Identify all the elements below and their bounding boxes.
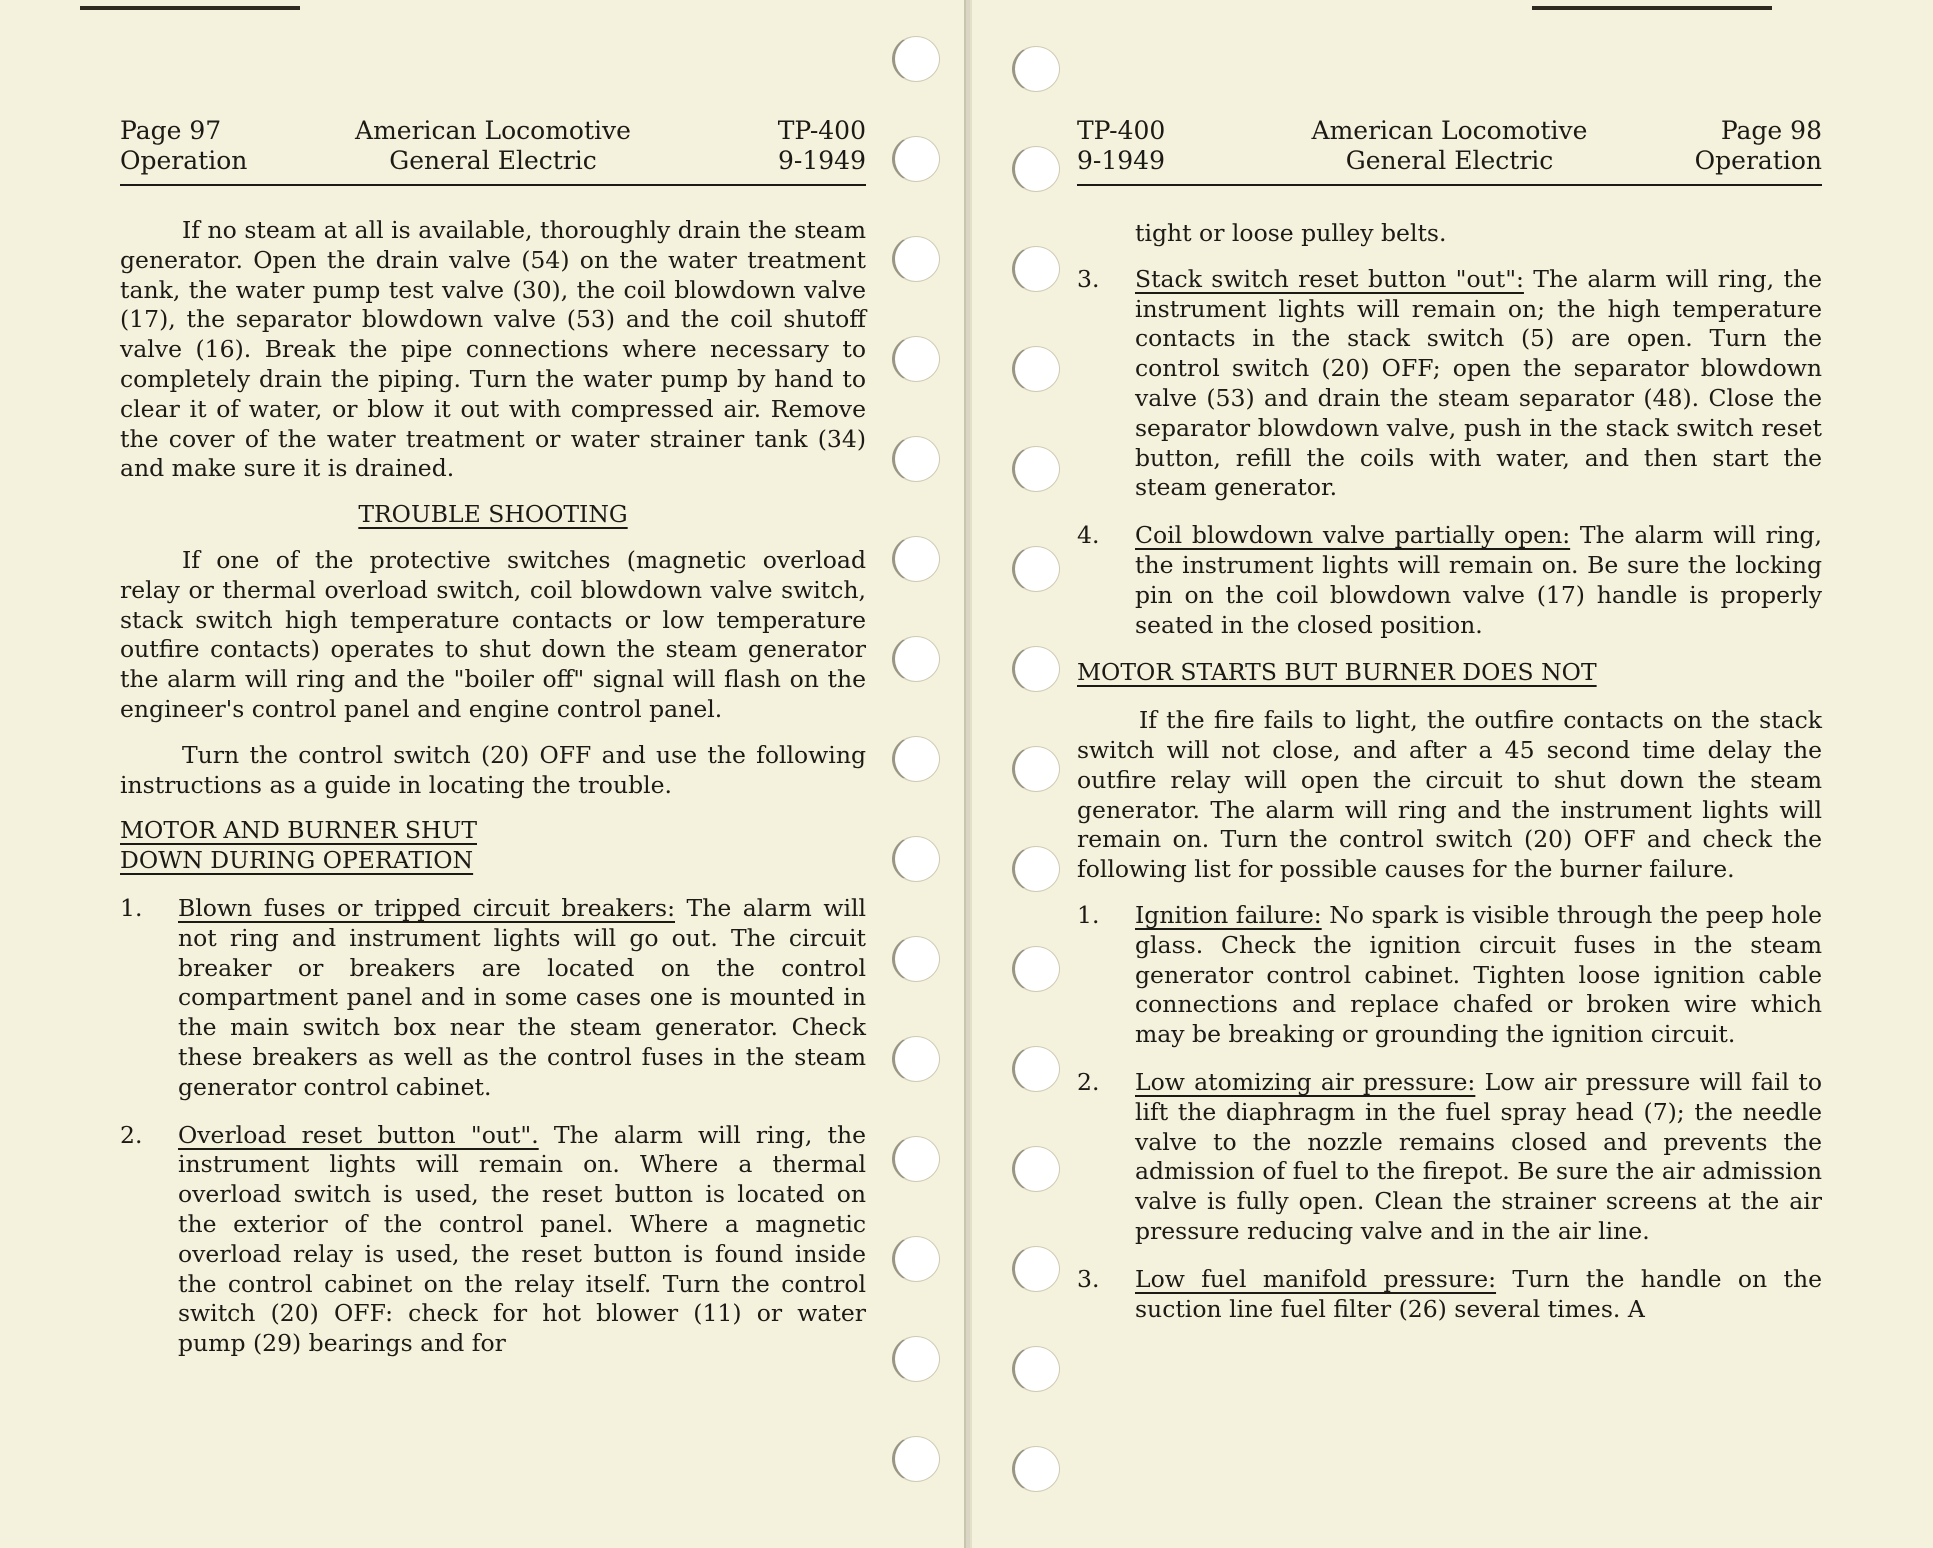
company-line2: General Electric: [1345, 146, 1554, 175]
item-number: 2.: [1077, 1067, 1100, 1096]
binder-hole: [1012, 546, 1060, 592]
list-item: [120, 1121, 866, 1359]
binder-hole: [892, 1036, 940, 1082]
item-lead: Ignition failure:: [1135, 900, 1322, 929]
list-item: [1077, 901, 1822, 1050]
list-item: [1077, 1068, 1822, 1247]
doc-date: 9-1949: [1077, 146, 1165, 175]
item-text: The alarm will ring, the instrument lights will remain on. Be sure the locking pin on the coil blowdown valve (17) handle is properly seated in the closed position.: [1135, 521, 1822, 639]
binder-hole: [892, 936, 940, 982]
item-lead: Blown fuses or tripped circuit breakers:: [178, 893, 675, 922]
list-item: [120, 894, 866, 1103]
paragraph-drain: If no steam at all is available, thoroughly drain the steam generator. Open the drain valve (54) on the water treatment tank, the water pump test valve (30), the coil blowdown valve (17), the separator blowdown valve (53) and the coil shutoff valve (16). Break the pipe connections where necessary to completely drain the piping. Turn the water pump by hand to clear it of water, or blow it out with compressed air. Remove the cover of the water treatment or water strainer tank (34) and make sure it is drained.: [120, 216, 866, 483]
binder-hole: [1012, 46, 1060, 92]
item-lead: Low fuel manifold pressure:: [1135, 1264, 1497, 1293]
item-lead: Low atomizing air pressure:: [1135, 1067, 1476, 1096]
heading-burner-does-not: MOTOR STARTS BUT BURNER DOES NOT: [1077, 658, 1597, 687]
item-number: 3.: [1077, 1264, 1100, 1293]
paragraph-protective: If one of the protective switches (magnetic overload relay or thermal overload switch, coil blowdown valve switch, stack switch high temperature contacts or low temperature outfire contacts) operates to shut down the steam generator the alarm will ring and the "boiler off" signal will flash on the engineer's control panel and engine control panel.: [120, 545, 866, 723]
item-text: No spark is visible through the peep hole glass. Check the ignition circuit fuses in the steam generator control cabinet. Tighten loose ignition cable connections and replace chafed or broken wire which may be breaking or grounding the ignition circuit.: [1135, 900, 1822, 1049]
heading-trouble-shooting: TROUBLE SHOOTING: [358, 500, 628, 529]
binder-hole: [1012, 1346, 1060, 1392]
header-right-block: [1695, 116, 1822, 176]
paragraph-fire-fails: If the fire fails to light, the outfire contacts on the stack switch will not close, and after a 45 second time delay the outfire relay will open the circuit to shut down the steam generator. The alarm will ring and the instrument lights will remain on. Turn the control switch (20) OFF and check the following list for possible causes for the burner failure.: [1077, 706, 1822, 884]
item-number: 4.: [1077, 521, 1100, 550]
binder-hole: [1012, 1146, 1060, 1192]
left-page: [0, 0, 966, 1548]
item-lead: Coil blowdown valve partially open:: [1135, 521, 1571, 550]
item-number: 1.: [1077, 900, 1100, 929]
section-label: Operation: [120, 146, 248, 175]
item-number: 3.: [1077, 264, 1100, 293]
binder-hole: [1012, 1046, 1060, 1092]
item-lead: Stack switch reset button "out":: [1135, 264, 1524, 293]
item-text: Turn the handle on the suction line fuel filter (26) several times. A: [1135, 1264, 1823, 1323]
item-text: The alarm will ring, the instrument lights will remain on. Where a thermal overload switch is used, the reset button is located on the exterior of the control panel. Where a magnetic overload relay is used, the reset button is found inside the control cabinet on the relay itself. Turn the control switch (20) OFF: check for hot blower (11) or water pump (29) bearings and for: [178, 1120, 866, 1358]
paragraph-continuation: tight or loose pulley belts.: [1135, 219, 1447, 247]
header-right-block: [778, 116, 866, 176]
binder-hole: [1012, 946, 1060, 992]
binder-hole: [1012, 346, 1060, 392]
binder-hole: [1012, 146, 1060, 192]
item-text: Low air pressure will fail to lift the diaphragm in the fuel spray head (7); the needle valve to the nozzle remains closed and prevents the admission of fuel to the firepot. Be sure the air admission valve is fully open. Clean the strainer screens at the air pressure reducing valve and in the air line.: [1135, 1067, 1823, 1245]
right-page: [970, 0, 1933, 1548]
binder-hole: [892, 736, 940, 782]
binder-hole: [892, 1436, 940, 1482]
binder-hole: [892, 1136, 940, 1182]
binder-hole: [1012, 446, 1060, 492]
page-number: Page 97: [120, 116, 222, 145]
doc-number: TP-400: [777, 116, 866, 145]
tab-mark: [1532, 6, 1772, 10]
item-text: The alarm will not ring and instrument lights will go out. The circuit breaker or breakers are located on the control compartment panel and in some cases one is mounted in the main switch box near the steam generator. Check these breakers as well as the control fuses in the steam generator control cabinet.: [178, 893, 867, 1101]
company-line1: American Locomotive: [355, 116, 631, 145]
doc-number: TP-400: [1077, 116, 1166, 145]
binder-hole: [892, 336, 940, 382]
company-line1: American Locomotive: [1311, 116, 1588, 145]
page-number: Page 98: [1720, 116, 1822, 145]
binder-hole: [892, 436, 940, 482]
item-text: The alarm will ring, the instrument lights will remain on; the high temperature contacts in the stack switch (5) are open. Turn the control switch (20) OFF; open the separator blowdown valve (53) and drain the steam separator (48). Close the separator blowdown valve, push in the stack switch reset button, refill the coils with water, and then start the steam generator.: [1135, 264, 1822, 502]
binder-hole: [892, 836, 940, 882]
tab-mark: [80, 6, 300, 10]
binder-hole: [892, 636, 940, 682]
paragraph-turn-switch: Turn the control switch (20) OFF and use the following instructions as a guide in locating the trouble.: [120, 740, 866, 799]
header-center-block: [120, 116, 866, 176]
right-page-header: [1077, 116, 1822, 186]
item-lead: Overload reset button "out".: [178, 1120, 539, 1149]
right-page-body: [1077, 219, 1822, 1342]
section-label: Operation: [1694, 146, 1822, 175]
binder-hole: [1012, 746, 1060, 792]
binder-hole: [892, 36, 940, 82]
binder-hole: [892, 1236, 940, 1282]
left-page-header: [120, 116, 866, 186]
list-item: [1077, 521, 1822, 640]
binder-hole: [892, 236, 940, 282]
company-line2: General Electric: [389, 146, 597, 175]
binder-hole: [1012, 846, 1060, 892]
binder-hole: [892, 536, 940, 582]
list-item: [1077, 265, 1822, 503]
heading-motor-burner-shutdown: MOTOR AND BURNER SHUT DOWN DURING OPERATION: [120, 816, 477, 875]
binder-hole: [1012, 246, 1060, 292]
binder-hole: [892, 1336, 940, 1382]
binder-hole: [1012, 646, 1060, 692]
item-number: 1.: [120, 893, 143, 922]
left-page-body: [120, 216, 866, 1377]
item-number: 2.: [120, 1120, 143, 1149]
binder-hole: [1012, 1246, 1060, 1292]
doc-date: 9-1949: [778, 146, 866, 175]
binder-hole: [1012, 1446, 1060, 1492]
list-item: [1077, 1265, 1822, 1325]
binder-hole: [892, 136, 940, 182]
